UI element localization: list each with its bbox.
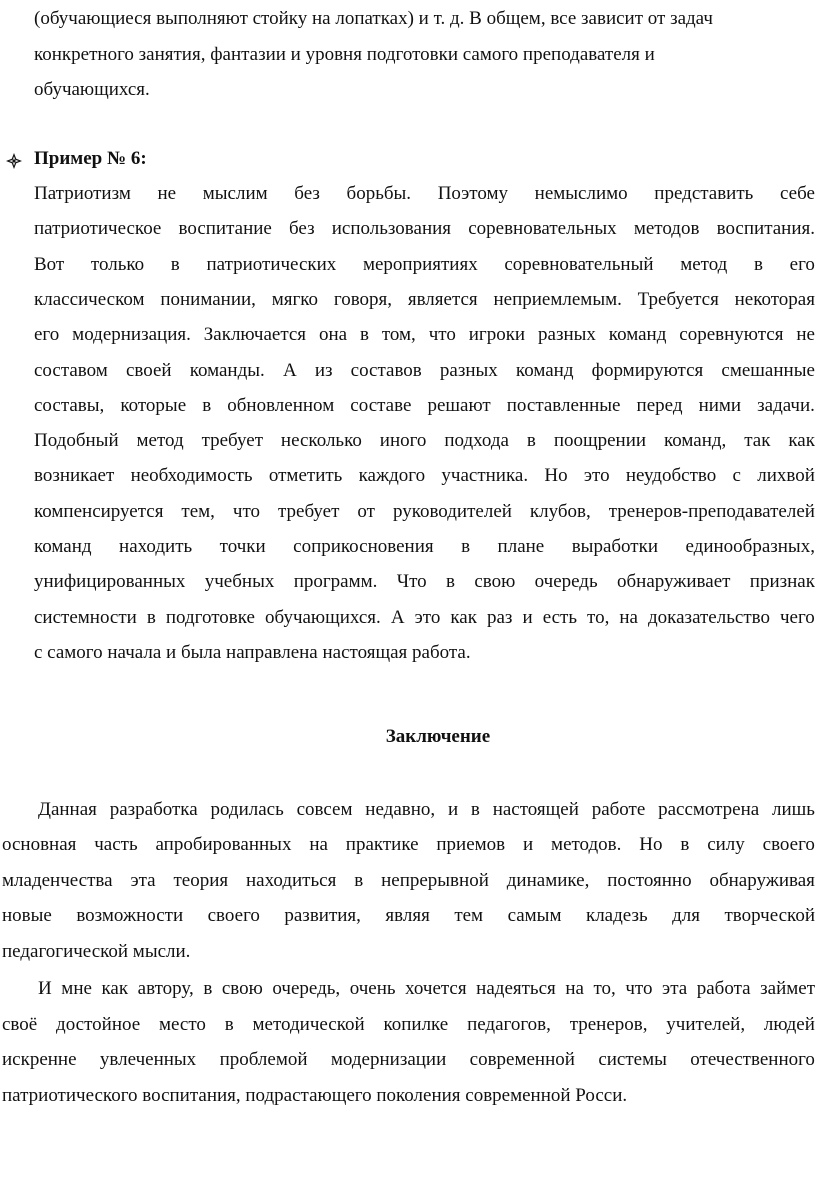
text-line: команд находить точки соприкосновения в плане выработки единообразных,	[34, 536, 815, 557]
text-line: новые возможности своего развития, являя тем самым кладезь для творческой	[2, 905, 815, 927]
text-line: своё достойное место в методической копилке педагогов, тренеров, учителей, людей	[2, 1013, 815, 1035]
text-line: И мне как автору, в свою очередь, очень хочется надеяться на то, что эта работа займет	[38, 978, 815, 999]
text-line: составы, которые в обновленном составе решают поставленные перед ними задачи.	[34, 394, 815, 416]
text-line: компенсируется тем, что требует от руководителей клубов, тренеров-преподавателей	[34, 500, 815, 522]
diamond-bullet-icon	[6, 153, 22, 169]
text-line: обучающихся.	[34, 79, 150, 100]
text-line: искренне увлеченных проблемой модернизации современной системы отечественного	[2, 1049, 815, 1071]
text-line: Подобный метод требует несколько иного подхода в поощрении команд, так как	[34, 430, 815, 452]
text-line: классическом понимании, мягко говоря, является неприемлемым. Требуется некоторая	[34, 288, 815, 310]
conclusion-heading: Заключение	[385, 726, 491, 747]
text-line: возникает необходимость отметить каждого участника. Но это неудобство с лихвой	[34, 465, 815, 487]
text-line: патриотического воспитания, подрастающего поколения современной Росси.	[2, 1085, 628, 1107]
text-line: основная часть апробированных на практике приемов и методов. Но в силу своего	[2, 834, 815, 856]
text-line: составом своей команды. А из составов разных команд формируются смешанные	[34, 359, 815, 381]
text-line: Патриотизм не мыслим без борьбы. Поэтому немыслимо представить себе	[34, 183, 815, 204]
text-line: унифицированных учебных программ. Что в свою очередь обнаруживает признак	[34, 571, 815, 593]
example-title: Пример № 6:	[34, 148, 147, 169]
text-line: его модернизация. Заключается она в том, что игроки разных команд соревнуются не	[34, 324, 815, 346]
text-line: с самого начала и была направлена настоящая работа.	[34, 641, 471, 663]
text-line: конкретного занятия, фантазии и уровня подготовки самого преподавателя и	[34, 43, 655, 65]
text-line: младенчества эта теория находиться в непрерывной динамике, постоянно обнаруживая	[2, 869, 815, 891]
text-line: Вот только в патриотических мероприятиях соревновательный метод в его	[34, 253, 815, 275]
text-line: системности в подготовке обучающихся. А это как раз и есть то, на доказательство чего	[34, 606, 815, 628]
text-line: (обучающиеся выполняют стойку на лопатках) и т. д. В общем, все зависит от задач	[34, 8, 713, 29]
text-line: Данная разработка родилась совсем недавно, и в настоящей работе рассмотрена лишь	[38, 799, 815, 820]
text-line: педагогической мысли.	[2, 940, 191, 962]
text-line: патриотическое воспитание без использования соревновательных методов воспитания.	[34, 218, 815, 240]
